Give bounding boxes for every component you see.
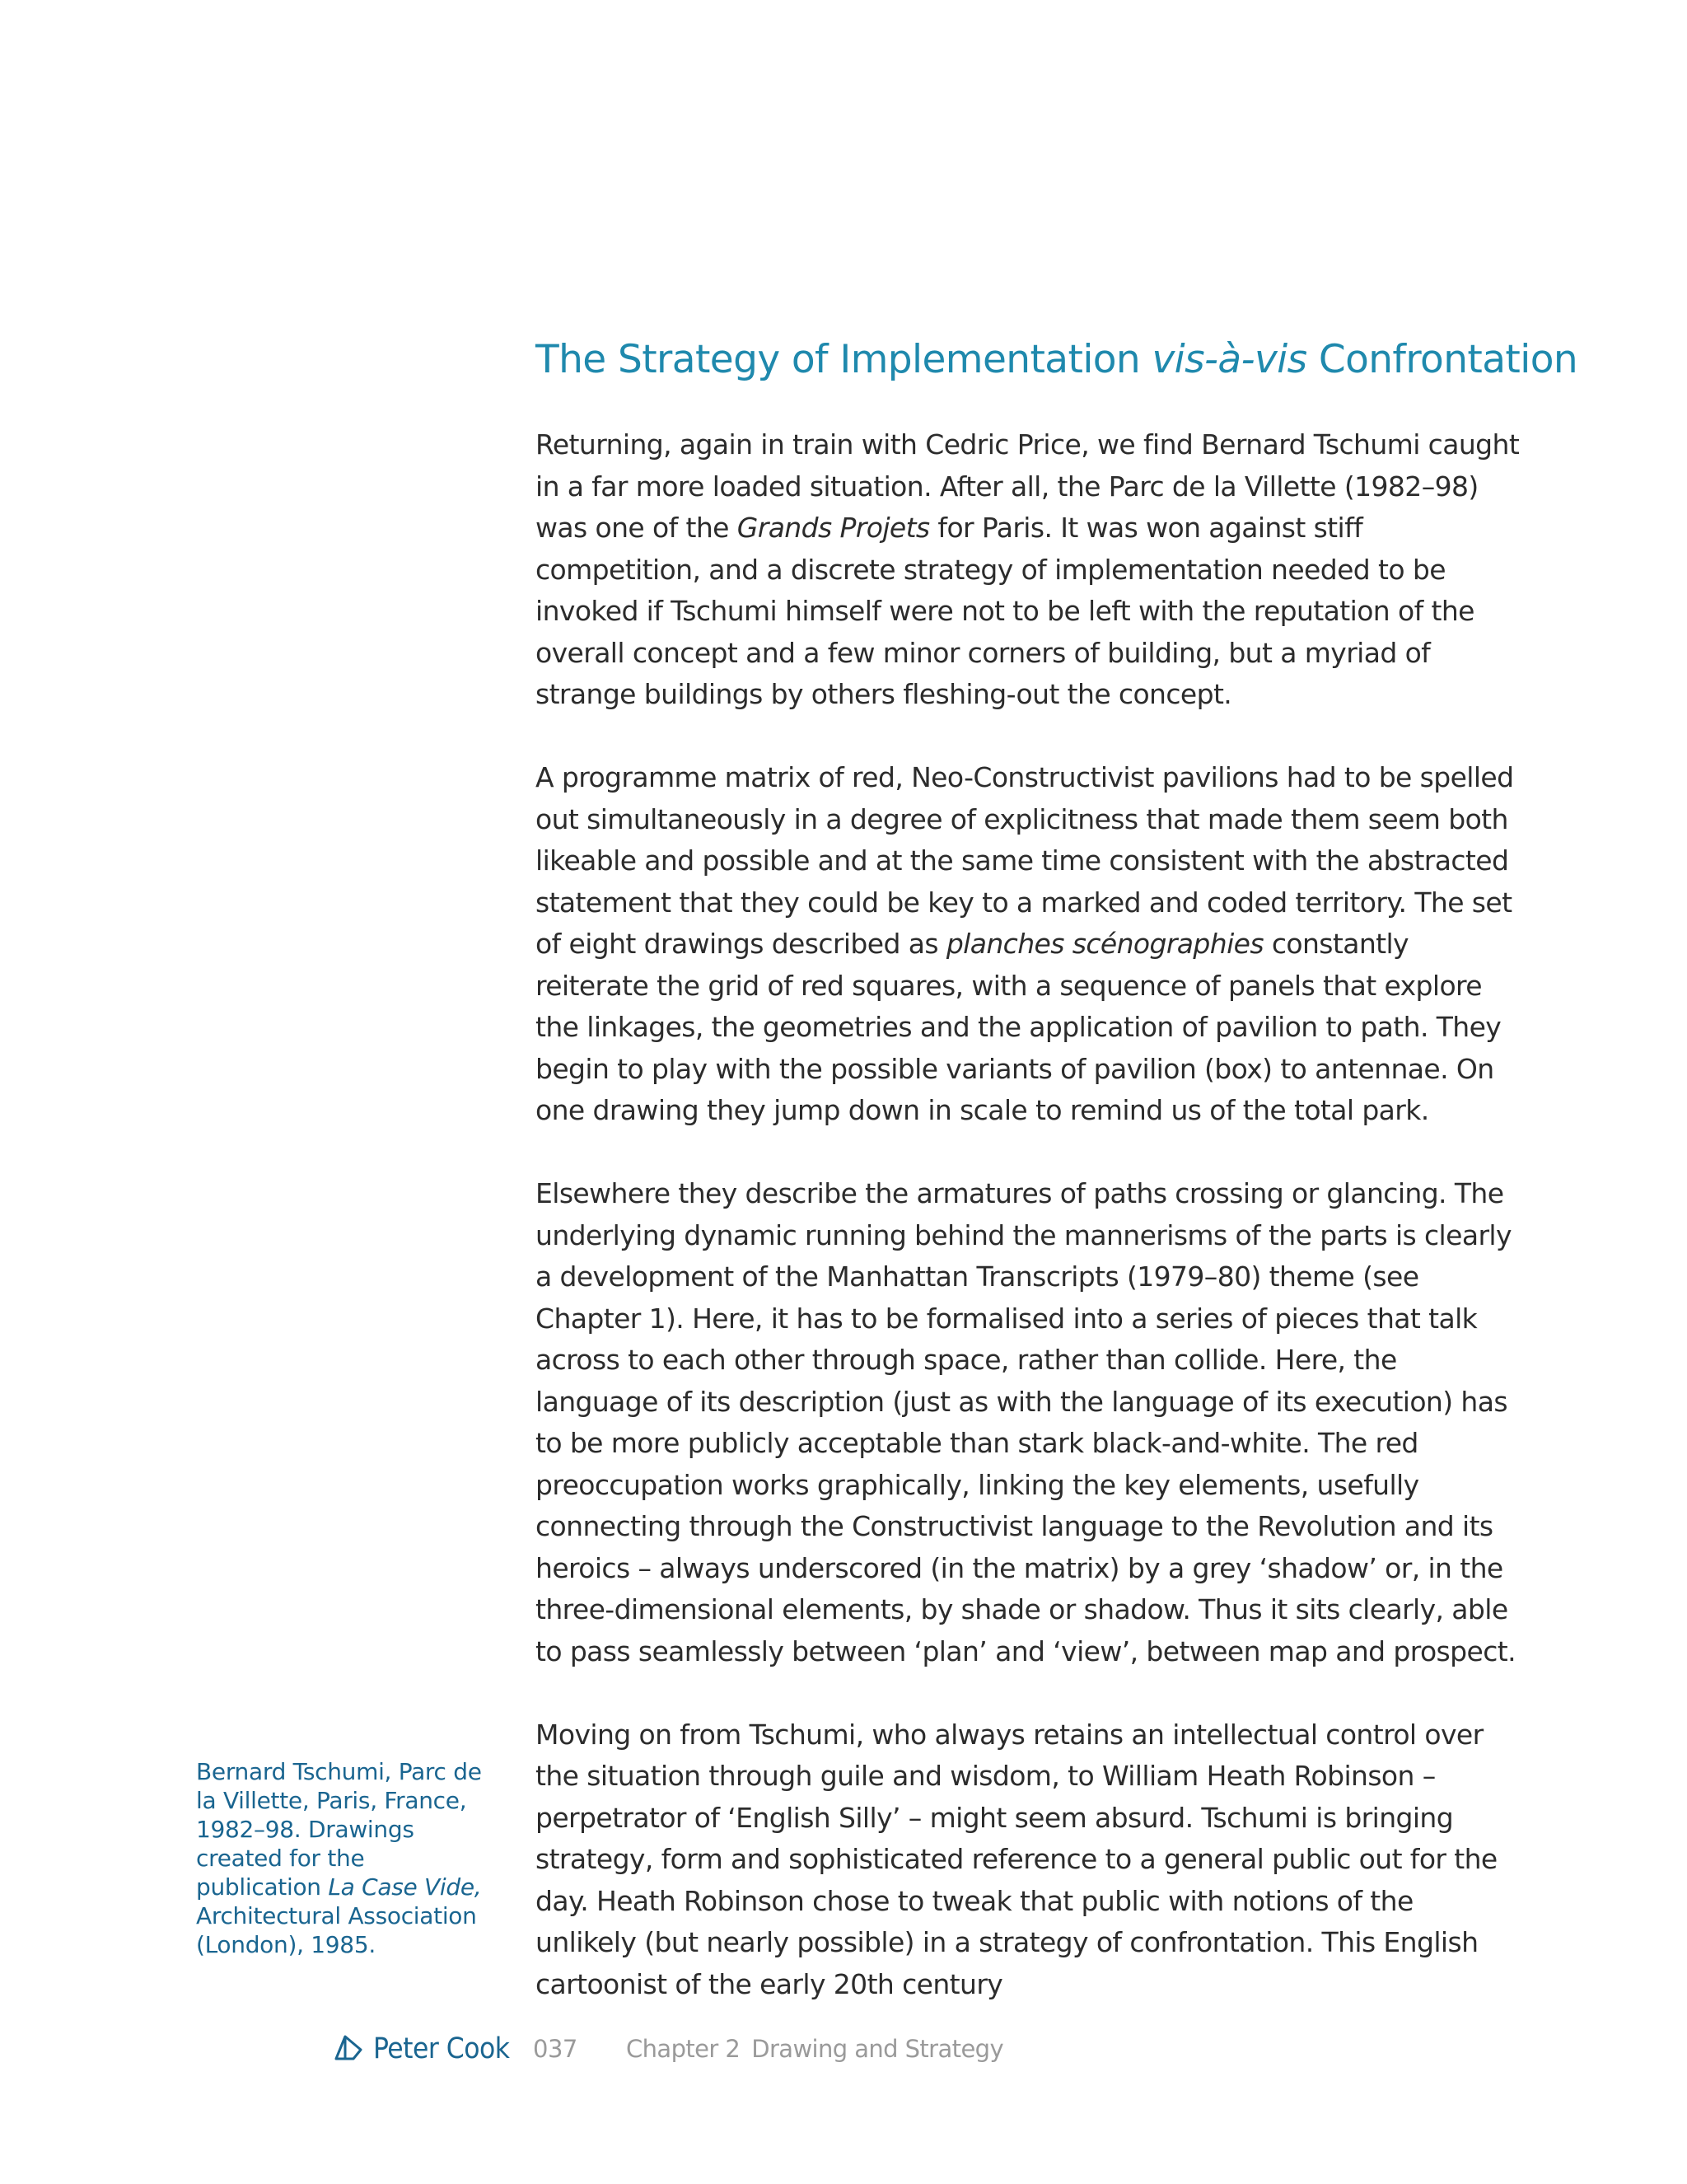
figure-caption — [196, 1757, 493, 1959]
paragraph-2-italic: planches scénographies — [946, 928, 1264, 960]
paragraph-2-text-a: A programme matrix of red, Neo-Constructivist pavilions had to be spelled out simultaneously in a degree of explicitness that made them seem both likeable and possible and at the same time consistent with the abstracted statement that they could be key to a marked and coded territory. The set of eight drawings described as — [535, 761, 1514, 960]
caption-text-a: Bernard Tschumi, Parc de la Villette, Paris, France, 1982–98. Drawings created for the publication — [196, 1758, 482, 1901]
section-heading — [535, 335, 1577, 385]
paragraph-4: Moving on from Tschumi, who always retains an intellectual control over the situation through guile and wisdom, to William Heath Robinson – perpetrator of ‘English Silly’ – might seem absurd. Tschumi is bringing strategy, form and sophisticated reference to a general public out for the day. Heath Robinson chose to tweak that public with notions of the unlikely (but nearly possible) in a strategy of confrontation. This English cartoonist of the early 20th century — [535, 1718, 1498, 2000]
paragraph-1-text-a: Returning, again in train with Cedric Price, we find Bernard Tschumi caught in a far more loaded situation. After all, the Parc de la Villette (1982–98) was one of the — [535, 428, 1520, 544]
chapter-label — [626, 2028, 1003, 2069]
paragraph-1-italic: Grands Projets — [736, 512, 930, 544]
book-logo-icon — [334, 2033, 373, 2065]
paragraph-2-text-b: constantly reiterate the grid of red squares, with a sequence of panels that explore the linkages, the geometries and the application of pavilion to path. They begin to play with the possible variants of pavilion (box) to antennae. On one drawing they jump down in scale to remind us of the total park. — [535, 928, 1502, 1126]
heading-italic: vis-à-vis — [1152, 337, 1307, 382]
paragraph-2 — [535, 757, 1520, 1132]
footer-branding — [334, 2028, 510, 2069]
chapter-title: Drawing and Strategy — [751, 2035, 1004, 2063]
paragraph-1-text-b: for Paris. It was won against stiff competition, and a discrete strategy of implementation needed to be invoked if Tschumi himself were not to be left with the reputation of the overall concept and a few minor corners of building, but a myriad of strange buildings by others fleshing-out the concept. — [535, 512, 1474, 710]
paragraph-1 — [535, 424, 1520, 716]
page-number: 037 — [533, 2035, 577, 2063]
body-text — [535, 424, 1520, 2047]
caption-text-b: Architectural Association (London), 1985. — [196, 1902, 477, 1958]
paragraph-3: Elsewhere they describe the armatures of paths crossing or glancing. The underlying dynamic running behind the mannerisms of the parts is clearly a development of the Manhattan Transcripts (1979–80) theme (see Chapter 1). Here, it has to be formalised into a series of pieces that talk across to each other through space, rather than collide. Here, the language of its description (just as with the language of its execution) has to be more publicly acceptable than stark black-and-white. The red preoccupation works graphically, linking the key elements, usefully connecting through the Constructivist language to the Revolution and its heroics – always underscored (in the matrix) by a grey ‘shadow’ or, in the three-dimensional elements, by shade or shadow. Thus it sits clearly, able to pass seamlessly between ‘plan’ and ‘view’, between map and prospect. — [535, 1177, 1516, 1667]
chapter-number: Chapter 2 — [626, 2035, 741, 2063]
page-footer — [0, 2028, 1687, 2069]
heading-text-after: Confrontation — [1306, 337, 1578, 382]
caption-italic: La Case Vide, — [328, 1873, 482, 1901]
author-name: Peter Cook — [373, 2032, 510, 2065]
heading-text-before: The Strategy of Implementation — [535, 337, 1152, 382]
